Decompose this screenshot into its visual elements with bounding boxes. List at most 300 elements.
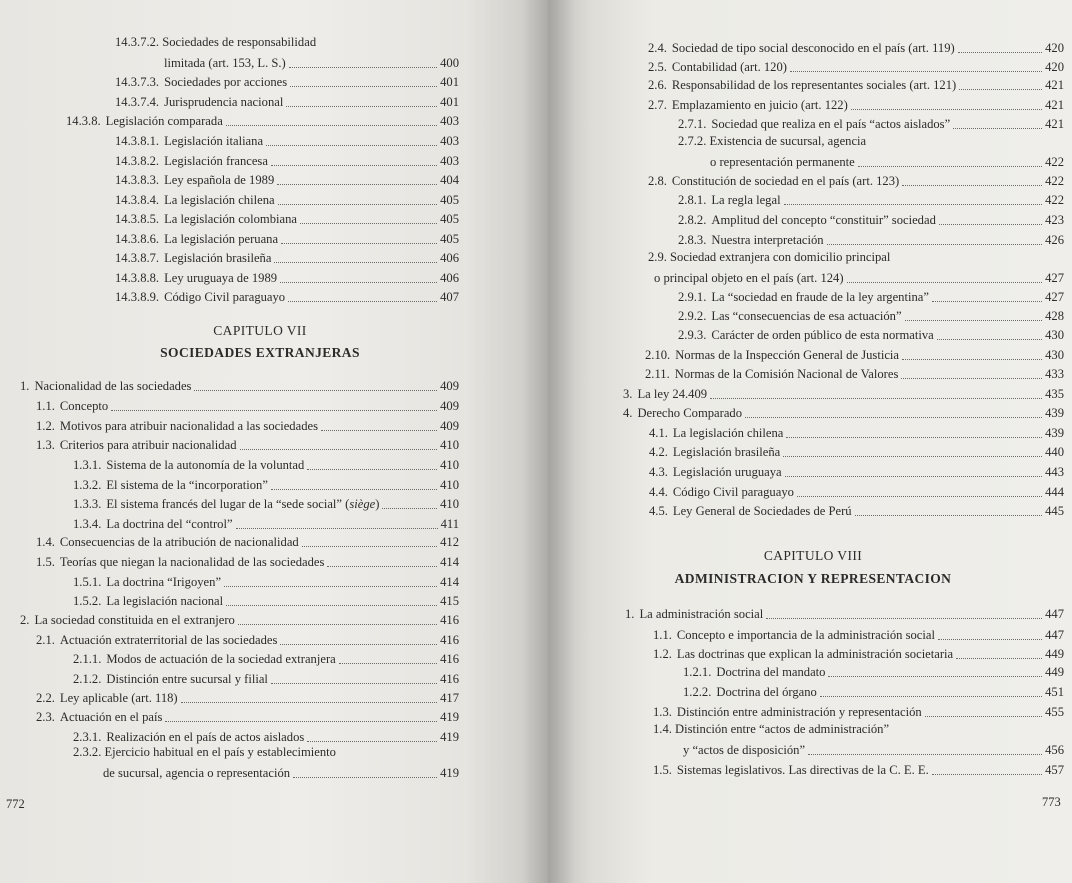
toc-entry-title: Código Civil paraguayo — [164, 290, 286, 304]
dot-leader — [271, 682, 437, 684]
dot-leader — [226, 604, 437, 606]
toc-page-number: 430 — [1045, 328, 1064, 342]
toc-entry-title: La legislación chilena — [672, 426, 784, 440]
toc-entry-title: Normas de la Comisión Nacional de Valores — [674, 367, 899, 381]
toc-entry — [683, 661, 1064, 679]
toc-entry-title: La legislación colombiana — [164, 212, 297, 226]
toc-entry-number: 2.9.3. — [678, 328, 707, 342]
toc-entry-number: 2.9.1. — [678, 290, 707, 304]
toc-page-number: 409 — [440, 379, 459, 393]
right-folio: 773 — [1042, 795, 1061, 809]
toc-entry-title: La regla legal — [711, 193, 781, 207]
toc-entry-number: 4.5. — [649, 504, 668, 518]
dot-leader — [302, 545, 437, 547]
toc-entry — [649, 441, 1064, 459]
toc-entry — [683, 681, 1064, 699]
toc-entry-title: La legislación nacional — [106, 594, 224, 608]
dot-leader — [300, 222, 437, 224]
toc-entry — [115, 208, 459, 226]
dot-leader — [327, 565, 437, 567]
toc-entry — [115, 247, 459, 265]
toc-entry-number: 1.2. — [653, 647, 672, 661]
dot-leader — [165, 720, 437, 722]
toc-entry — [73, 571, 459, 589]
toc-entry — [164, 52, 459, 70]
toc-entry-title: Consecuencias de la atribución de nacionalidad — [59, 535, 299, 549]
toc-entry-number: 1.1. — [653, 628, 672, 642]
chapter-vii-title: SOCIEDADES EXTRANJERAS — [160, 345, 360, 360]
toc-entry-number: 2.8.3. — [678, 233, 707, 247]
toc-entry-number: 1.2.1. — [683, 665, 712, 679]
toc-page-number: 416 — [440, 633, 459, 647]
toc-page-number: 439 — [1045, 406, 1064, 420]
toc-entry-title: Distinción entre administración y representación — [676, 705, 922, 719]
toc-page-number: 414 — [440, 575, 459, 589]
toc-entry — [625, 603, 1064, 621]
dot-leader — [224, 585, 437, 587]
toc-page-number: 422 — [1045, 193, 1064, 207]
toc-page-number: 410 — [440, 497, 459, 511]
toc-page-number: 421 — [1045, 98, 1064, 112]
toc-entry-title: o representación permanente — [710, 155, 855, 169]
toc-page-number: 405 — [440, 232, 459, 246]
toc-entry-title: La administración social — [639, 607, 764, 621]
toc-entry — [649, 481, 1064, 499]
toc-page-number: 401 — [440, 95, 459, 109]
toc-entry-number: 2. — [20, 613, 30, 627]
toc-entry-title: La doctrina “Irigoyen” — [106, 575, 222, 589]
toc-entry-title: La doctrina del “control” — [106, 517, 233, 531]
toc-entry — [648, 94, 1064, 112]
toc-entry-number: 2.3.1. — [73, 730, 102, 744]
toc-entry-title: Criterios para atribuir nacionalidad — [59, 438, 237, 452]
toc-entry-title: Actuación en el país — [59, 710, 163, 724]
dot-leader — [828, 675, 1042, 677]
dot-leader — [293, 776, 437, 778]
toc-entry-title: Carácter de orden público de esta normativa — [711, 328, 934, 342]
dot-leader — [271, 488, 437, 490]
toc-entry — [653, 759, 1064, 777]
toc-entry — [654, 267, 1064, 285]
dot-leader — [271, 164, 437, 166]
toc-page-number: 403 — [440, 154, 459, 168]
toc-entry — [678, 305, 1064, 323]
toc-entry — [36, 706, 459, 724]
toc-entry — [645, 344, 1064, 362]
toc-entry-line — [73, 745, 336, 759]
toc-entry — [710, 151, 1064, 169]
toc-page-number: 414 — [440, 555, 459, 569]
toc-entry-title: Ley uruguaya de 1989 — [164, 271, 278, 285]
toc-entry-title: Existencia de sucursal, agencia — [709, 134, 867, 148]
toc-page-number: 447 — [1045, 607, 1064, 621]
toc-entry-number: 14.3.8.4. — [115, 193, 160, 207]
toc-entry-number: 2.8.1. — [678, 193, 707, 207]
dot-leader — [808, 753, 1042, 755]
dot-leader — [847, 281, 1043, 283]
dot-leader — [766, 617, 1042, 619]
toc-entry-number: 1.5.2. — [73, 594, 102, 608]
toc-page-number: 410 — [440, 458, 459, 472]
toc-entry-number: 4. — [623, 406, 633, 420]
toc-entry-title: Legislación comparada — [105, 114, 223, 128]
toc-entry-title: Código Civil paraguayo — [672, 485, 794, 499]
dot-leader — [266, 144, 437, 146]
dot-leader — [321, 429, 437, 431]
toc-page-number: 409 — [440, 399, 459, 413]
dot-leader — [274, 261, 437, 263]
toc-entry-title: Distinción entre “actos de administración” — [675, 722, 890, 736]
toc-entry — [36, 629, 459, 647]
toc-entry-title: Sociedades de responsabilidad — [162, 35, 317, 49]
toc-page-number: 415 — [440, 594, 459, 608]
toc-page-number: 420 — [1045, 41, 1064, 55]
toc-entry — [649, 422, 1064, 440]
toc-entry-number: 2.11. — [645, 367, 670, 381]
dot-leader — [339, 662, 437, 664]
toc-entry-number: 2.7.2. — [678, 134, 710, 148]
dot-leader — [289, 66, 437, 68]
toc-entry — [678, 209, 1064, 227]
toc-entry — [36, 687, 459, 705]
toc-entry-title: Ley General de Sociedades de Perú — [672, 504, 852, 518]
toc-page-number: 403 — [440, 114, 459, 128]
toc-entry — [115, 169, 459, 187]
toc-entry-title: Legislación uruguaya — [672, 465, 782, 479]
toc-entry-title: Responsabilidad de los representantes sociales (art. 121) — [671, 78, 957, 92]
toc-entry-title: La “sociedad en fraude de la ley argentina” — [711, 290, 929, 304]
toc-entry-title: Sociedad extranjera con domicilio principal — [670, 250, 891, 264]
toc-entry-number: 2.8.2. — [678, 213, 707, 227]
dot-leader — [938, 638, 1042, 640]
toc-page-number: 422 — [1045, 174, 1064, 188]
toc-entry — [115, 91, 459, 109]
toc-entry — [20, 375, 459, 393]
toc-entry — [115, 189, 459, 207]
toc-entry-number: 14.3.8.2. — [115, 154, 160, 168]
toc-entry-title: de sucursal, agencia o representación — [103, 766, 291, 780]
toc-entry-number: 2.2. — [36, 691, 55, 705]
toc-entry-title: Nuestra interpretación — [711, 233, 824, 247]
toc-page-number: 405 — [440, 212, 459, 226]
toc-entry-number: 2.9.2. — [678, 309, 707, 323]
toc-entry-number: 1. — [20, 379, 30, 393]
toc-entry-number: 1.1. — [36, 399, 55, 413]
right-page — [548, 0, 1072, 883]
toc-entry — [648, 37, 1064, 55]
toc-entry-title: Legislación brasileña — [672, 445, 781, 459]
toc-entry — [73, 590, 459, 608]
toc-entry-number: 2.1.2. — [73, 672, 102, 686]
toc-page-number: 422 — [1045, 155, 1064, 169]
toc-entry — [73, 648, 459, 666]
toc-page-number: 435 — [1045, 387, 1064, 401]
toc-entry-title: Las “consecuencias de esa actuación” — [711, 309, 902, 323]
toc-entry-line — [648, 250, 890, 264]
toc-page-number: 416 — [440, 613, 459, 627]
toc-entry-number: 2.7.1. — [678, 117, 707, 131]
toc-page-number: 420 — [1045, 60, 1064, 74]
toc-entry-title: Concepto — [59, 399, 109, 413]
toc-entry-number: 14.3.8.1. — [115, 134, 160, 148]
dot-leader — [858, 165, 1042, 167]
toc-page-number: 430 — [1045, 348, 1064, 362]
dot-leader — [278, 203, 438, 205]
toc-entry-title: La sociedad constituida en el extranjero — [34, 613, 235, 627]
toc-page-number: 443 — [1045, 465, 1064, 479]
toc-entry — [115, 286, 459, 304]
toc-entry — [36, 531, 459, 549]
toc-page-number: 401 — [440, 75, 459, 89]
toc-entry-title: Sistemas legislativos. Las directivas de la C. E. E. — [676, 763, 929, 777]
toc-entry-number: 14.3.7.3. — [115, 75, 160, 89]
toc-entry — [115, 228, 459, 246]
toc-entry — [623, 402, 1064, 420]
toc-entry-number: 14.3.8.7. — [115, 251, 160, 265]
toc-entry-title: Ley española de 1989 — [164, 173, 275, 187]
toc-entry — [73, 454, 459, 472]
toc-entry-title: La ley 24.409 — [637, 387, 708, 401]
toc-page-number: 445 — [1045, 504, 1064, 518]
dot-leader — [959, 88, 1042, 90]
toc-entry-number: 1. — [625, 607, 635, 621]
toc-entry-number: 2.6. — [648, 78, 667, 92]
toc-page-number: 427 — [1045, 290, 1064, 304]
toc-entry-title: Sociedad de tipo social desconocido en el país (art. 119) — [671, 41, 955, 55]
toc-entry-title: Legislación francesa — [164, 154, 268, 168]
toc-entry — [36, 551, 459, 569]
toc-entry-title: Amplitud del concepto “constituir” sociedad — [711, 213, 936, 227]
toc-page-number: 439 — [1045, 426, 1064, 440]
toc-entry-title: Concepto e importancia de la administración social — [676, 628, 935, 642]
toc-entry-title: Motivos para atribuir nacionalidad a las sociedades — [59, 419, 318, 433]
dot-leader — [290, 85, 437, 87]
toc-entry — [115, 150, 459, 168]
toc-entry-line — [115, 35, 316, 49]
toc-page-number: 457 — [1045, 763, 1064, 777]
toc-entry-number: 4.4. — [649, 485, 668, 499]
toc-entry-number: 2.3. — [36, 710, 55, 724]
dot-leader — [956, 657, 1042, 659]
toc-page-number: 416 — [440, 652, 459, 666]
dot-leader — [382, 507, 437, 509]
toc-entry-title: y “actos de disposición” — [683, 743, 806, 757]
toc-entry — [36, 415, 459, 433]
toc-entry — [648, 74, 1064, 92]
toc-entry-number: 2.9. — [648, 250, 671, 264]
toc-entry — [73, 513, 459, 531]
dot-leader — [785, 475, 1042, 477]
toc-entry-title: Contabilidad (art. 120) — [671, 60, 787, 74]
dot-leader — [277, 183, 437, 185]
toc-entry — [653, 701, 1064, 719]
dot-leader — [745, 416, 1042, 418]
toc-entry-number: 2.3.2. — [73, 745, 105, 759]
toc-entry-number: 1.5.1. — [73, 575, 102, 589]
toc-entry-title: Ejercicio habitual en el país y establecimiento — [104, 745, 336, 759]
toc-entry — [115, 267, 459, 285]
toc-page-number: 419 — [440, 766, 459, 780]
dot-leader — [902, 358, 1042, 360]
toc-page-number: 417 — [440, 691, 459, 705]
dot-leader — [937, 338, 1042, 340]
toc-page-number: 410 — [440, 478, 459, 492]
toc-entry-number: 1.5. — [653, 763, 672, 777]
toc-page-number: 411 — [440, 517, 459, 531]
toc-entry-number: 2.1.1. — [73, 652, 102, 666]
dot-leader — [901, 377, 1042, 379]
toc-page-number: 427 — [1045, 271, 1064, 285]
toc-page-number: 455 — [1045, 705, 1064, 719]
toc-page-number: 400 — [440, 56, 459, 70]
toc-entry-number: 1.3. — [36, 438, 55, 452]
toc-entry-title: Legislación brasileña — [164, 251, 272, 265]
chapter-vii-label: CAPITULO VII — [213, 323, 307, 338]
toc-page-number: 416 — [440, 672, 459, 686]
toc-entry-number: 1.3.4. — [73, 517, 102, 531]
toc-entry-number: 4.2. — [649, 445, 668, 459]
toc-page-number: 440 — [1045, 445, 1064, 459]
toc-entry-title: Las doctrinas que explican la administración societaria — [676, 647, 954, 661]
toc-entry-number: 2.10. — [645, 348, 671, 362]
toc-page-number: 421 — [1045, 117, 1064, 131]
toc-entry — [653, 643, 1064, 661]
dot-leader — [288, 300, 437, 302]
toc-page-number: 405 — [440, 193, 459, 207]
dot-leader — [226, 124, 437, 126]
toc-page-number: 421 — [1045, 78, 1064, 92]
toc-entry-number: 2.1. — [36, 633, 55, 647]
toc-page-number: 449 — [1045, 665, 1064, 679]
toc-entry-title: Realización en el país de actos aislados — [106, 730, 305, 744]
toc-entry-title: Modos de actuación de la sociedad extranjera — [106, 652, 336, 666]
toc-page-number: 419 — [440, 710, 459, 724]
toc-entry — [648, 56, 1064, 74]
right-toc — [548, 0, 1072, 883]
toc-entry-number: 1.5. — [36, 555, 55, 569]
toc-entry — [20, 609, 459, 627]
dot-leader — [855, 514, 1043, 516]
dot-leader — [820, 695, 1042, 697]
toc-entry-title: El sistema de la “incorporation” — [106, 478, 268, 492]
toc-page-number: 447 — [1045, 628, 1064, 642]
toc-entry-title: El sistema francés del lugar de la “sede social” (siège) — [106, 497, 380, 511]
dot-leader — [902, 184, 1042, 186]
dot-leader — [932, 300, 1042, 302]
dot-leader — [280, 281, 437, 283]
toc-entry — [73, 726, 459, 744]
toc-entry-line — [678, 134, 866, 148]
dot-leader — [307, 468, 437, 470]
toc-entry-title: Doctrina del órgano — [716, 685, 817, 699]
toc-page-number: 433 — [1045, 367, 1064, 381]
toc-entry-title: o principal objeto en el país (art. 124) — [654, 271, 844, 285]
toc-page-number: 451 — [1045, 685, 1064, 699]
toc-entry — [648, 170, 1064, 188]
toc-page-number: 407 — [440, 290, 459, 304]
toc-entry-number: 1.3.1. — [73, 458, 102, 472]
toc-entry-number: 2.8. — [648, 174, 667, 188]
toc-entry — [66, 110, 459, 128]
toc-page-number: 406 — [440, 251, 459, 265]
toc-entry — [678, 189, 1064, 207]
toc-entry-title: limitada (art. 153, L. S.) — [164, 56, 286, 70]
toc-entry-title: La legislación chilena — [164, 193, 275, 207]
toc-entry — [73, 493, 459, 511]
toc-entry-number: 14.3.8.9. — [115, 290, 160, 304]
dot-leader — [783, 455, 1042, 457]
toc-page-number: 404 — [440, 173, 459, 187]
toc-entry-title: Sociedad que realiza en el país “actos aislados” — [711, 117, 951, 131]
dot-leader — [851, 108, 1042, 110]
dot-leader — [281, 242, 437, 244]
dot-leader — [790, 70, 1042, 72]
toc-page-number: 444 — [1045, 485, 1064, 499]
toc-entry-number: 1.4. — [36, 535, 55, 549]
toc-entry — [73, 668, 459, 686]
toc-entry-title: Teorías que niegan la nacionalidad de las sociedades — [59, 555, 325, 569]
dot-leader — [236, 527, 438, 529]
toc-entry-title: Emplazamiento en juicio (art. 122) — [671, 98, 848, 112]
dot-leader — [797, 495, 1042, 497]
dot-leader — [784, 203, 1043, 205]
dot-leader — [905, 319, 1043, 321]
dot-leader — [925, 715, 1042, 717]
toc-entry-number: 1.3.2. — [73, 478, 102, 492]
dot-leader — [307, 740, 437, 742]
toc-entry-number: 14.3.8.5. — [115, 212, 160, 226]
toc-entry-title: Constitución de sociedad en el país (art. 123) — [671, 174, 900, 188]
dot-leader — [238, 623, 437, 625]
toc-page-number: 412 — [440, 535, 459, 549]
toc-entry-title: Ley aplicable (art. 118) — [59, 691, 178, 705]
toc-entry-title: Nacionalidad de las sociedades — [34, 379, 192, 393]
toc-entry — [683, 739, 1064, 757]
toc-entry — [115, 71, 459, 89]
toc-entry-title: La legislación peruana — [164, 232, 279, 246]
toc-entry-title: Normas de la Inspección General de Justicia — [675, 348, 899, 362]
toc-entry-number: 14.3.8.3. — [115, 173, 160, 187]
toc-entry-title: Actuación extraterritorial de las sociedades — [59, 633, 278, 647]
dot-leader — [786, 436, 1042, 438]
toc-entry — [649, 461, 1064, 479]
toc-page-number: 428 — [1045, 309, 1064, 323]
toc-entry-number: 2.7. — [648, 98, 667, 112]
toc-page-number: 403 — [440, 134, 459, 148]
toc-entry-number: 1.2. — [36, 419, 55, 433]
toc-entry — [115, 130, 459, 148]
toc-entry-number: 14.3.7.4. — [115, 95, 160, 109]
dot-leader — [194, 389, 437, 391]
toc-entry-number: 14.3.8. — [66, 114, 101, 128]
toc-entry — [649, 500, 1064, 518]
toc-entry-number: 1.3. — [653, 705, 672, 719]
toc-entry — [623, 383, 1064, 401]
toc-entry — [678, 286, 1064, 304]
toc-page-number: 423 — [1045, 213, 1064, 227]
left-folio: 772 — [6, 797, 25, 811]
toc-entry-number: 4.3. — [649, 465, 668, 479]
toc-entry-number: 3. — [623, 387, 633, 401]
toc-entry — [36, 395, 459, 413]
toc-entry-number: 2.5. — [648, 60, 667, 74]
toc-page-number: 409 — [440, 419, 459, 433]
toc-entry — [653, 624, 1064, 642]
toc-entry-title: Doctrina del mandato — [716, 665, 826, 679]
toc-entry-number: 14.3.7.2. — [115, 35, 163, 49]
toc-entry — [645, 363, 1064, 381]
toc-entry-number: 14.3.8.8. — [115, 271, 160, 285]
